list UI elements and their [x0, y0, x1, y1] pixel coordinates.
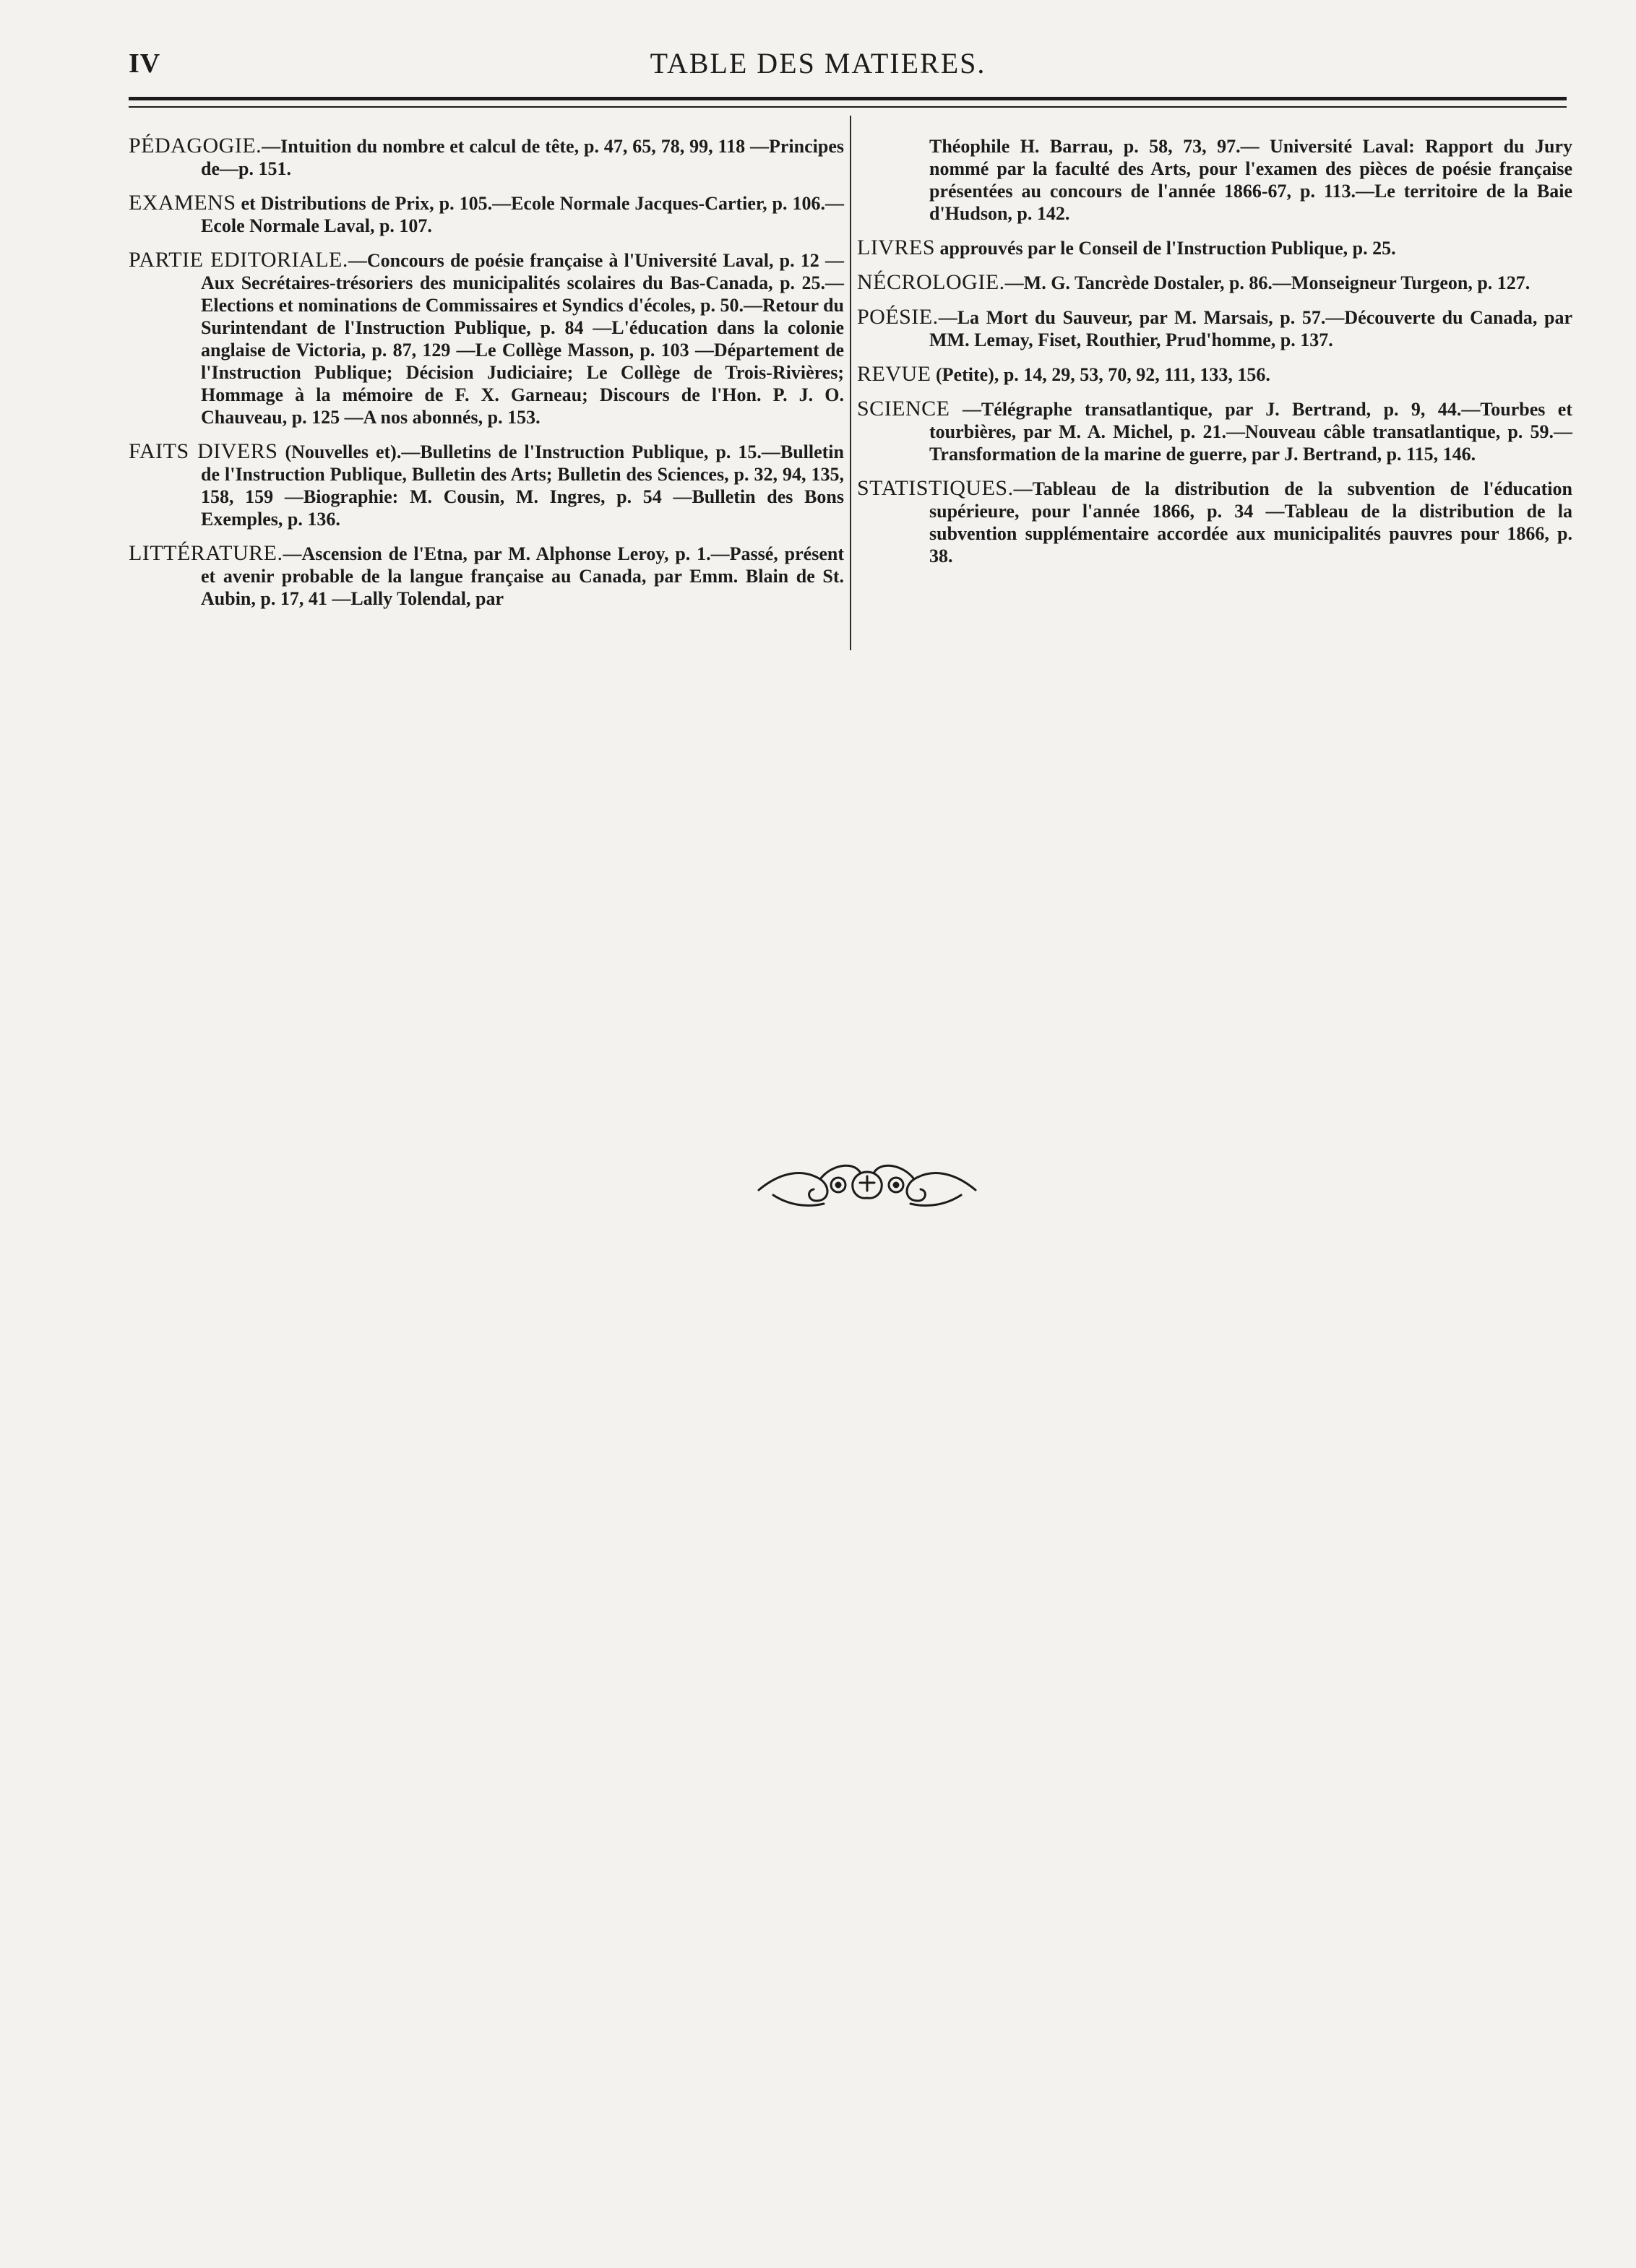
left-column: [129, 134, 844, 621]
index-entry-statistiques: [857, 477, 1572, 567]
entry-heading: STATISTIQUES.: [857, 476, 1014, 500]
entry-heading: LITTÉRATURE.: [129, 541, 283, 565]
floral-scroll-ornament-icon: [744, 1150, 990, 1215]
header-rule-thick: [129, 97, 1567, 100]
index-entry-examens: [129, 191, 844, 237]
entry-text: approuvés par le Conseil de l'Instruction Publique, p. 25.: [935, 238, 1396, 259]
index-entry-partie-editoriale: [129, 249, 844, 428]
index-entry-pedagogie: [129, 134, 844, 180]
page-number: IV: [129, 48, 161, 79]
entry-text: Théophile H. Barrau, p. 58, 73, 97.— Université Laval: Rapport du Jury nommé par la faculté des Arts, pour l'examen des pièces de poésie française présentées au concours de l'année 1866-67, p. 113.—Le territoire de la Baie d'Hudson, p. 142.: [929, 136, 1572, 224]
entry-heading: FAITS DIVERS: [129, 439, 278, 463]
entry-text: (Petite), p. 14, 29, 53, 70, 92, 111, 133, 156.: [931, 364, 1270, 385]
entry-heading: PARTIE EDITORIALE.: [129, 248, 348, 272]
entry-text: —Tableau de la distribution de la subvention de l'éducation supérieure, pour l'année 1866, p. 34 —Tableau de la distribution de la subvention supplémentaire accordée aux municipalités pauvres pour 1866, p. 38.: [929, 478, 1572, 566]
index-entry-litterature: [129, 542, 844, 610]
entry-heading: PÉDAGOGIE.: [129, 134, 262, 158]
entry-text: —La Mort du Sauveur, par M. Marsais, p. 57.—Découverte du Canada, par MM. Lemay, Fiset, Routhier, Prud'homme, p. 137.: [929, 307, 1572, 350]
entry-heading: EXAMENS: [129, 191, 236, 215]
index-entry-litterature-continued: [857, 134, 1572, 225]
entry-heading: LIVRES: [857, 236, 935, 259]
index-entry-science: [857, 397, 1572, 465]
entry-text: —Télégraphe transatlantique, par J. Bertrand, p. 9, 44.—Tourbes et tourbières, par M. A. Michel, p. 21.—Nouveau câble transatlantique, p. 59.—Transformation de la marine de guerre, par J. Bertrand, p. 115, 146.: [929, 399, 1572, 465]
right-column: [857, 134, 1572, 579]
column-divider: [850, 116, 851, 650]
index-entry-revue: [857, 363, 1572, 386]
entry-text: —Ascension de l'Etna, par M. Alphonse Leroy, p. 1.—Passé, présent et avenir probable de la langue française au Canada, par Emm. Blain de St. Aubin, p. 17, 41 —Lally Tolendal, par: [201, 543, 844, 609]
entry-heading: REVUE: [857, 362, 931, 386]
entry-heading: POÉSIE.: [857, 305, 939, 329]
index-entry-livres: [857, 236, 1572, 259]
entry-text: —Intuition du nombre et calcul de tête, p. 47, 65, 78, 99, 118 —Principes de—p. 151.: [201, 136, 844, 179]
running-title: TABLE DES MATIERES.: [650, 47, 986, 79]
header-rule-thin: [129, 106, 1567, 108]
entry-text: (Nouvelles et).—Bulletins de l'Instruction Publique, p. 15.—Bulletin de l'Instruction Publique, Bulletin des Arts; Bulletin des Sciences, p. 32, 94, 135, 158, 159 —Biographie: M. Cousin, M. Ingres, p. 54 —Bulletin des Bons Exemples, p. 136.: [201, 441, 844, 530]
index-entry-poesie: [857, 306, 1572, 351]
entry-heading: NÉCROLOGIE.: [857, 270, 1005, 294]
entry-text: et Distributions de Prix, p. 105.—Ecole Normale Jacques-Cartier, p. 106.—Ecole Normale Laval, p. 107.: [201, 193, 844, 236]
entry-text: —M. G. Tancrède Dostaler, p. 86.—Monseigneur Turgeon, p. 127.: [1004, 272, 1530, 293]
entry-text: —Concours de poésie française à l'Université Laval, p. 12 —Aux Secrétaires-trésoriers des municipalités scolaires du Bas-Canada, p. 25.—Elections et nominations de Commissaires et Syndics d'écoles, p. 50.—Retour du Surintendant de l'Instruction Publique, p. 84 —L'éducation dans la colonie anglaise de Victoria, p. 87, 129 —Le Collège Masson, p. 103 —Département de l'Instruction Publique; Décision Judiciaire; Le Collège de Trois-Rivières; Hommage à la mémoire de F. X. Garneau; Discours de l'Hon. P. J. O. Chauveau, p. 125 —A nos abonnés, p. 153.: [201, 250, 844, 428]
entry-heading: SCIENCE: [857, 397, 950, 421]
index-entry-faits-divers: [129, 440, 844, 530]
index-entry-necrologie: [857, 271, 1572, 294]
